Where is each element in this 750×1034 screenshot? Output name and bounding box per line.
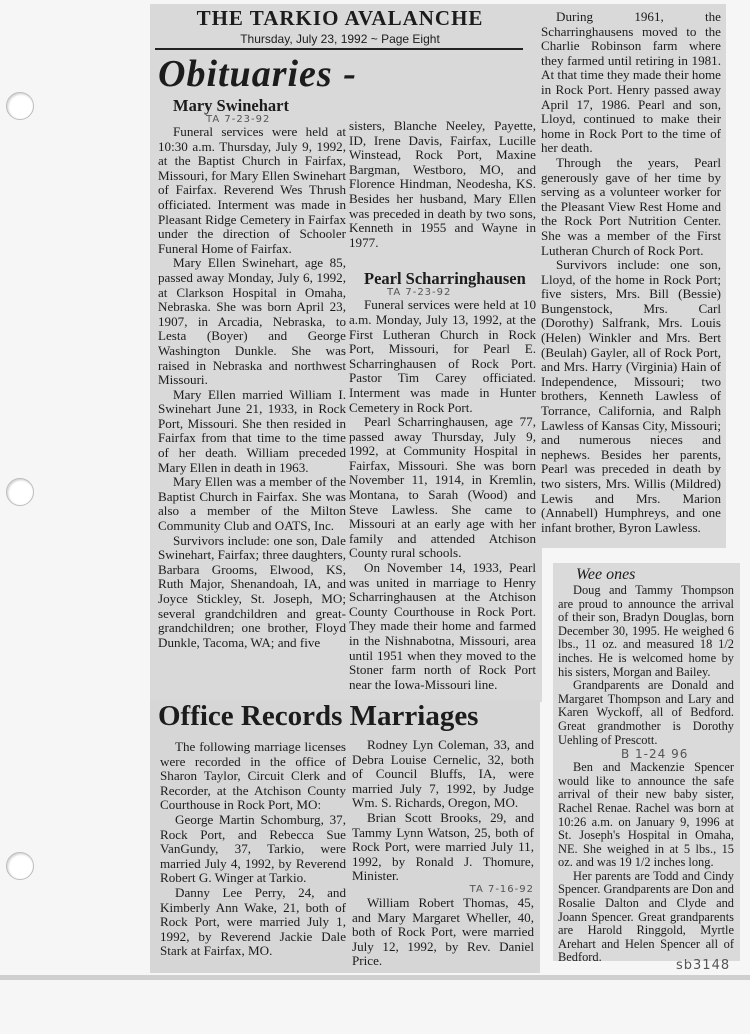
paragraph: Ben and Mackenzie Spencer would like to announce the safe arrival of their new baby sister, Rachel Renae. Rachel was born at 10:26 a.m. on January 9, 1996 at St. Joseph's Hospital in Omaha, NE. She weighed in at 5 lbs., 15 oz. and was 19 1/2 inches long. xyxy=(558,760,734,870)
paragraph: Brian Scott Brooks, 29, and Tammy Lynn Watson, 25, both of Rock Port, were married July 11, 1992, by Ronald J. Thomure, Minister. xyxy=(352,809,534,884)
paragraph: William Robert Thomas, 45, and Mary Margaret Wheller, 40, both of Rock Port, were married July 12, 1992, by Rev. Daniel Price. xyxy=(352,894,534,969)
handwritten-annotation: TA 7-16-92 xyxy=(469,883,534,895)
handwritten-annotation: TA 7-23-92 xyxy=(387,287,452,299)
paragraph: During 1961, the Scharringhausens moved to the Charlie Robinson farm where they farmed until retiring in 1981. At that time they made their home in Rock Port. Henry passed away April 17, 1986. Pearl and son, Lloyd, continued to make their home in Rock Port to the time of her death. xyxy=(541,9,721,156)
paragraph: George Martin Schomburg, 37, Rock Port, and Rebecca Sue VanGundy, 37, Tarkio, were married July 4, 1992, by Reverend Robert G. Winger at Tarkio. xyxy=(160,811,346,886)
paragraph: Doug and Tammy Thompson are proud to announce the arrival of their son, Bradyn Douglas, born December 30, 1995. He weighed 6 lbs., 11 oz. and measured 18 1/2 inches. He is welcomed home by his sisters, Morgan and Bailey. xyxy=(558,583,734,679)
paragraph: Funeral services were held at 10 a.m. Monday, July 13, 1992, at the First Lutheran Church in Rock Port, Missouri, for Pearl E. Scharringhausen of Rock Port. Pastor Tim Carey officiated. Interment was made in Hunter Cemetery in Rock Port. xyxy=(349,297,536,415)
obituary-column-2 xyxy=(349,119,536,692)
handwritten-annotation: B 1-24 96 xyxy=(621,747,689,762)
paragraph: Funeral services were held at 10:30 a.m. Thursday, July 9, 1992, at the Baptist Church in Fairfax, Missouri, for Mary Ellen Swinehart of Fairfax. Reverend Wes Thrush officiated. Interment was made in Pleasant Ridge Cemetery in Fairfax under the direction of Schooler Funeral Home of Fairfax. xyxy=(158,124,346,256)
paragraph: sisters, Blanche Neeley, Payette, ID, Irene Davis, Fairfax, Lucille Winstead, Rock Port, Maxine Bargman, Westboro, MO, and Florence Hindman, Neodesha, KS. Besides her husband, Mary Ellen was preceded in death by two sons, Kenneth in 1955 and Wayne in 1977. xyxy=(349,118,536,250)
section-title: Obituaries - xyxy=(158,53,357,95)
punch-hole xyxy=(6,92,34,120)
punch-hole xyxy=(6,478,34,506)
paragraph: Danny Lee Perry, 24, and Kimberly Ann Wake, 21, both of Rock Port, were married July 1, 1992, by Reverend Jackie Dale Stark at Fairfax, MO. xyxy=(160,884,346,959)
wee-ones-column xyxy=(558,566,734,965)
obituary-name: Mary Swinehart xyxy=(173,96,289,115)
paragraph: Pearl Scharringhausen, age 77, passed away Thursday, July 9, 1992, at Community Hospital in Fairfax, Missouri. She was born November 11, 1914, in Kremlin, Montana, to Sarah (Wood) and Steve Lawless. She came to Missouri at an early age with her family and attended Atchison County rural schools. xyxy=(349,414,536,561)
paragraph: On November 14, 1933, Pearl was united in marriage to Henry Scharringhausen at the Atchison County Courthouse in Rock Port. They made their home and farmed in the Nishnabotna, Missouri, area until 1951 when they moved to the Stoner farm north of Rock Port near the Iowa-Missouri line. xyxy=(349,560,536,692)
paragraph: Mary Ellen married William I. Swinehart June 21, 1933, in Rock Port, Missouri. She then resided in Fairfax from that time to the time of her death. William preceded Mary Ellen in death in 1963. xyxy=(158,386,346,475)
archive-number: sb3148 xyxy=(676,958,731,973)
handwritten-annotation: TA 7-23-92 xyxy=(206,114,271,125)
paragraph: Her parents are Todd and Cindy Spencer. Grandparents are Don and Rosalie Dalton and Clyde and Joann Spencer. Great grandparents are Harold Ringgold, Myrtle Arehart and Helen Spencer all of Bedford. xyxy=(558,868,734,965)
paragraph: Mary Ellen Swinehart, age 85, passed away Monday, July 6, 1992, at Clarkson Hospital in Omaha, Nebraska. She was born April 23, 1907, in Arcadia, Nebraska, to Lesta (Boyer) and George Washington Dunkle. She was raised in Nebraska and northwest Missouri. xyxy=(158,255,346,388)
divider xyxy=(155,48,523,50)
wee-ones-title: Wee ones xyxy=(576,566,636,583)
obituary-column-3 xyxy=(541,10,721,535)
obituary-column-1 xyxy=(158,97,346,650)
paragraph: Rodney Lyn Coleman, 33, and Debra Louise Cernelic, 32, both of Council Bluffs, IA, were married July 7, 1992, by Judge Wm. S. Richards, Oregon, MO. xyxy=(352,737,534,811)
paragraph: Grandparents are Donald and Margaret Thompson and Lary and Karen Wyckoff, all of Bedford. Great grandmother is Dorothy Uehling of Prescott. xyxy=(558,678,734,747)
office-records-column-1 xyxy=(160,740,346,959)
newspaper-title: THE TARKIO AVALANCHE xyxy=(196,6,484,30)
paragraph: Mary Ellen was a member of the Baptist Church in Fairfax. She was also a member of the Milton Community Club and OATS, Inc. xyxy=(158,474,346,534)
issue-date: Thursday, July 23, 1992 ~ Page Eight xyxy=(240,32,440,46)
paragraph: The following marriage licenses were recorded in the office of Sharon Taylor, Circuit Clerk and Recorder, at the Atchison County Courthouse in Rock Port, MO: xyxy=(160,739,346,813)
paragraph: Survivors include: one son, Dale Swinehart, Fairfax; three daughters, Barbara Grooms, Elwood, KS, Ruth Major, Shenandoah, IA, and Joyce Stickley, St. Joseph, MO; several grandchildren and great-grandchildren; one brother, Floyd Dunkle, Tacoma, WA; and five xyxy=(158,532,346,650)
obituary-name: Pearl Scharringhausen xyxy=(364,269,526,289)
punch-hole xyxy=(6,852,34,880)
masthead xyxy=(150,6,530,46)
office-records-title: Office Records Marriages xyxy=(158,700,479,732)
paragraph: Survivors include: one son, Lloyd, of the home in Rock Port; five sisters, Mrs. Bill (Bessie) Bungenstock, Mrs. Carl (Dorothy) Salfrank, Mrs. Louis (Helen) Winkler and Mrs. Bert (Beulah) Gayler, all of Rock Port, and Mrs. Harry (Virginia) Hain of Independence, Missouri; two brothers, Kenneth Lawless of Torrance, California, and Ralph Lawless of Kansas City, Missouri; and numerous nieces and nephews. Besides her parents, Pearl was preceded in death by two sisters, Mrs. Willis (Mildred) Lewis and Mrs. Marion (Annabell) Humphreys, and one infant brother, Byron Lawless. xyxy=(541,257,721,535)
scan-edge xyxy=(0,975,750,980)
paragraph: Through the years, Pearl generously gave of her time by serving as a volunteer worker for the Pleasant View Rest Home and the Rock Port Nutrition Center. She was a member of the First Lutheran Church of Rock Port. xyxy=(541,154,721,258)
office-records-column-2 xyxy=(352,738,534,969)
